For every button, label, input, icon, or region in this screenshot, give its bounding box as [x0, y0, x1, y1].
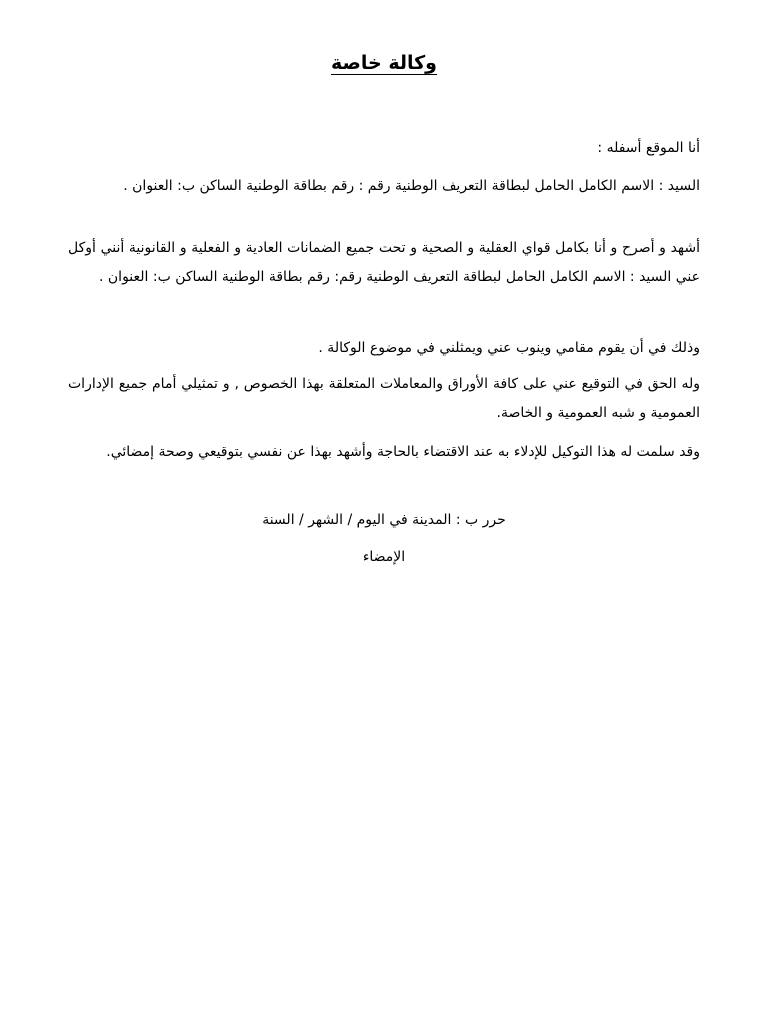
document-page	[68, 0, 700, 1024]
principal-paragraph: السيد : الاسم الكامل الحامل لبطاقة التعريف الوطنية رقم : رقم بطاقة الوطنية الساكن ب: العنوان .	[123, 178, 700, 194]
rights-paragraph: وله الحق في التوقيع عني على كافة الأوراق والمعاملات المتعلقة بهذا الخصوص , و تمثيلي أمام جميع الإدارات العمومية و شبه العمومية و الخاصة.	[68, 376, 700, 421]
declaration-paragraph: أشهد و أصرح و أنا بكامل قواي العقلية و الصحية و تحت جميع الضمانات العادية و الفعلية و القانونية أنني أوكل عني السيد : الاسم الكامل الحامل لبطاقة التعريف الوطنية رقم: رقم بطاقة الوطنية الساكن ب: العنوان .	[68, 240, 700, 285]
issued-line: حرر ب : المدينة في اليوم / الشهر / السنة	[262, 512, 506, 528]
representation-paragraph: وذلك في أن يقوم مقامي وينوب عني ويمثلني في موضوع الوكالة .	[318, 340, 700, 356]
document-title: وكالة خاصة	[331, 52, 437, 74]
delivery-paragraph: وقد سلمت له هذا التوكيل للإدلاء به عند الاقتضاء بالحاجة وأشهد بهذا عن نفسي بتوقيعي وصحة إمضائي.	[106, 444, 700, 460]
signature-label: الإمضاء	[362, 549, 406, 565]
intro-line: أنا الموقع أسفله :	[597, 140, 700, 156]
